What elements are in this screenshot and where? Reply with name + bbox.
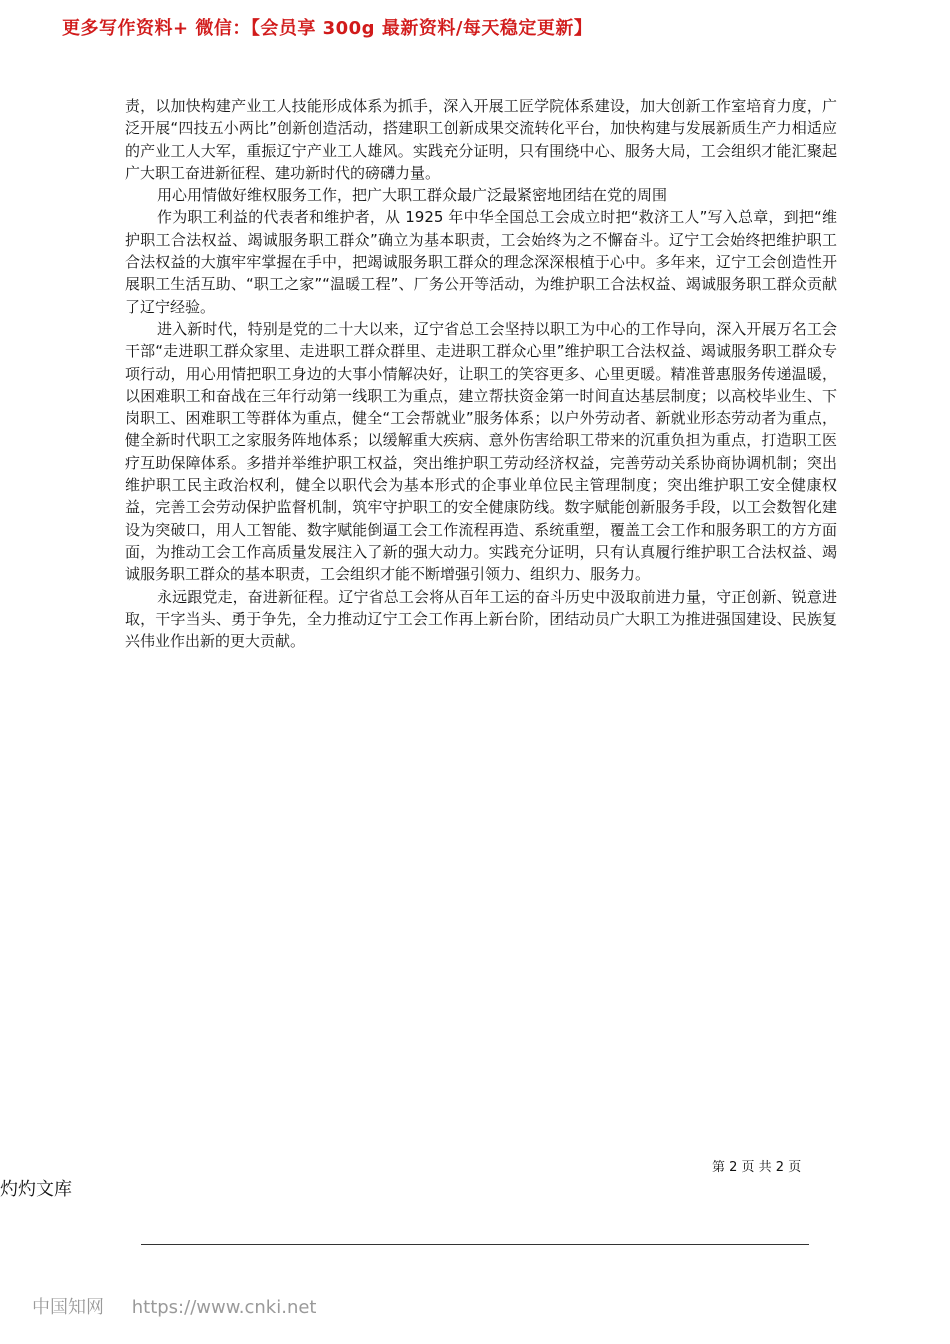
watermark (32, 1293, 316, 1319)
article-body (125, 95, 837, 652)
paragraph-4: 进入新时代，特别是党的二十大以来，辽宁省总工会坚持以职工为中心的工作导向，深入开展万名工会干部“走进职工群众家里、走进职工群众群里、走进职工群众心里”维护职工合法权益、竭诚服务职工群众专项行动，用心用情把职工身边的大事小情解决好，让职工的笑容更多、心里更暖。精准普惠服务传递温暖，以困难职工和奋战在三年行动第一线职工为重点，建立帮扶资金第一时间直达基层制度；以高校毕业生、下岗职工、困难职工等群体为重点，健全“工会帮就业”服务体系；以户外劳动者、新就业形态劳动者为重点，健全新时代职工之家服务阵地体系；以缓解重大疾病、意外伤害给职工带来的沉重负担为重点，打造职工医疗互助保障体系。多措并举维护职工权益，突出维护职工劳动经济权益，完善劳动关系协商协调机制；突出维护职工民主政治权利，健全以职代会为基本形式的企事业单位民主管理制度；突出维护职工安全健康权益，完善工会劳动保护监督机制，筑牢守护职工的安全健康防线。数字赋能创新服务手段，以工会数智化建设为突破口，用人工智能、数字赋能倒逼工会工作流程再造、系统重塑，覆盖工会工作和服务职工的方方面面，为推动工会工作高质量发展注入了新的强大动力。实践充分证明，只有认真履行维护职工合法权益、竭诚服务职工群众的基本职责，工会组织才能不断增强引领力、组织力、服务力。 (125, 319, 837, 584)
promo-banner: 更多写作资料+ 微信：【会员享 300g 最新资料/每天稳定更新】 (62, 18, 593, 39)
page-number: 第 2 页 共 2 页 (712, 1160, 802, 1175)
paragraph-5: 永远跟党走，奋进新征程。辽宁省总工会将从百年工运的奋斗历史中汲取前进力量，守正创新、锐意进取，干字当头、勇于争先，全力推动辽宁工会工作再上新台阶，团结动员广大职工为推进强国建设、民族复兴伟业作出新的更大贡献。 (125, 587, 837, 651)
watermark-site-name: 中国知网 (32, 1297, 104, 1318)
library-name: 灼灼文库 (0, 1179, 72, 1200)
paragraph-3: 作为职工利益的代表者和维护者，从 1925 年中华全国总工会成立时把“救济工人”写入总章，到把“维护职工合法权益、竭诚服务职工群众”确立为基本职责，工会始终为之不懈奋斗。辽宁工会始终把维护职工合法权益的大旗牢牢掌握在手中，把竭诚服务职工群众的理念深深根植于心中。多年来，辽宁工会创造性开展职工生活互助、“职工之家”“温暖工程”、厂务公开等活动，为维护职工合法权益、竭诚服务职工群众贡献了辽宁经验。 (125, 208, 837, 316)
section-heading: 用心用情做好维权服务工作，把广大职工群众最广泛最紧密地团结在党的周围 (157, 186, 668, 205)
watermark-url: https://www.cnki.net (131, 1297, 317, 1318)
paragraph-1: 责，以加快构建产业工人技能形成体系为抓手，深入开展工匠学院体系建设，加大创新工作室培育力度，广泛开展“四技五小两比”创新创造活动，搭建职工创新成果交流转化平台，加快构建与发展新质生产力相适应的产业工人大军，重振辽宁产业工人雄风。实践充分证明，只有围绕中心、服务大局，工会组织才能汇聚起广大职工奋进新征程、建功新时代的磅礴力量。 (125, 97, 837, 182)
footer-divider (141, 1244, 809, 1245)
